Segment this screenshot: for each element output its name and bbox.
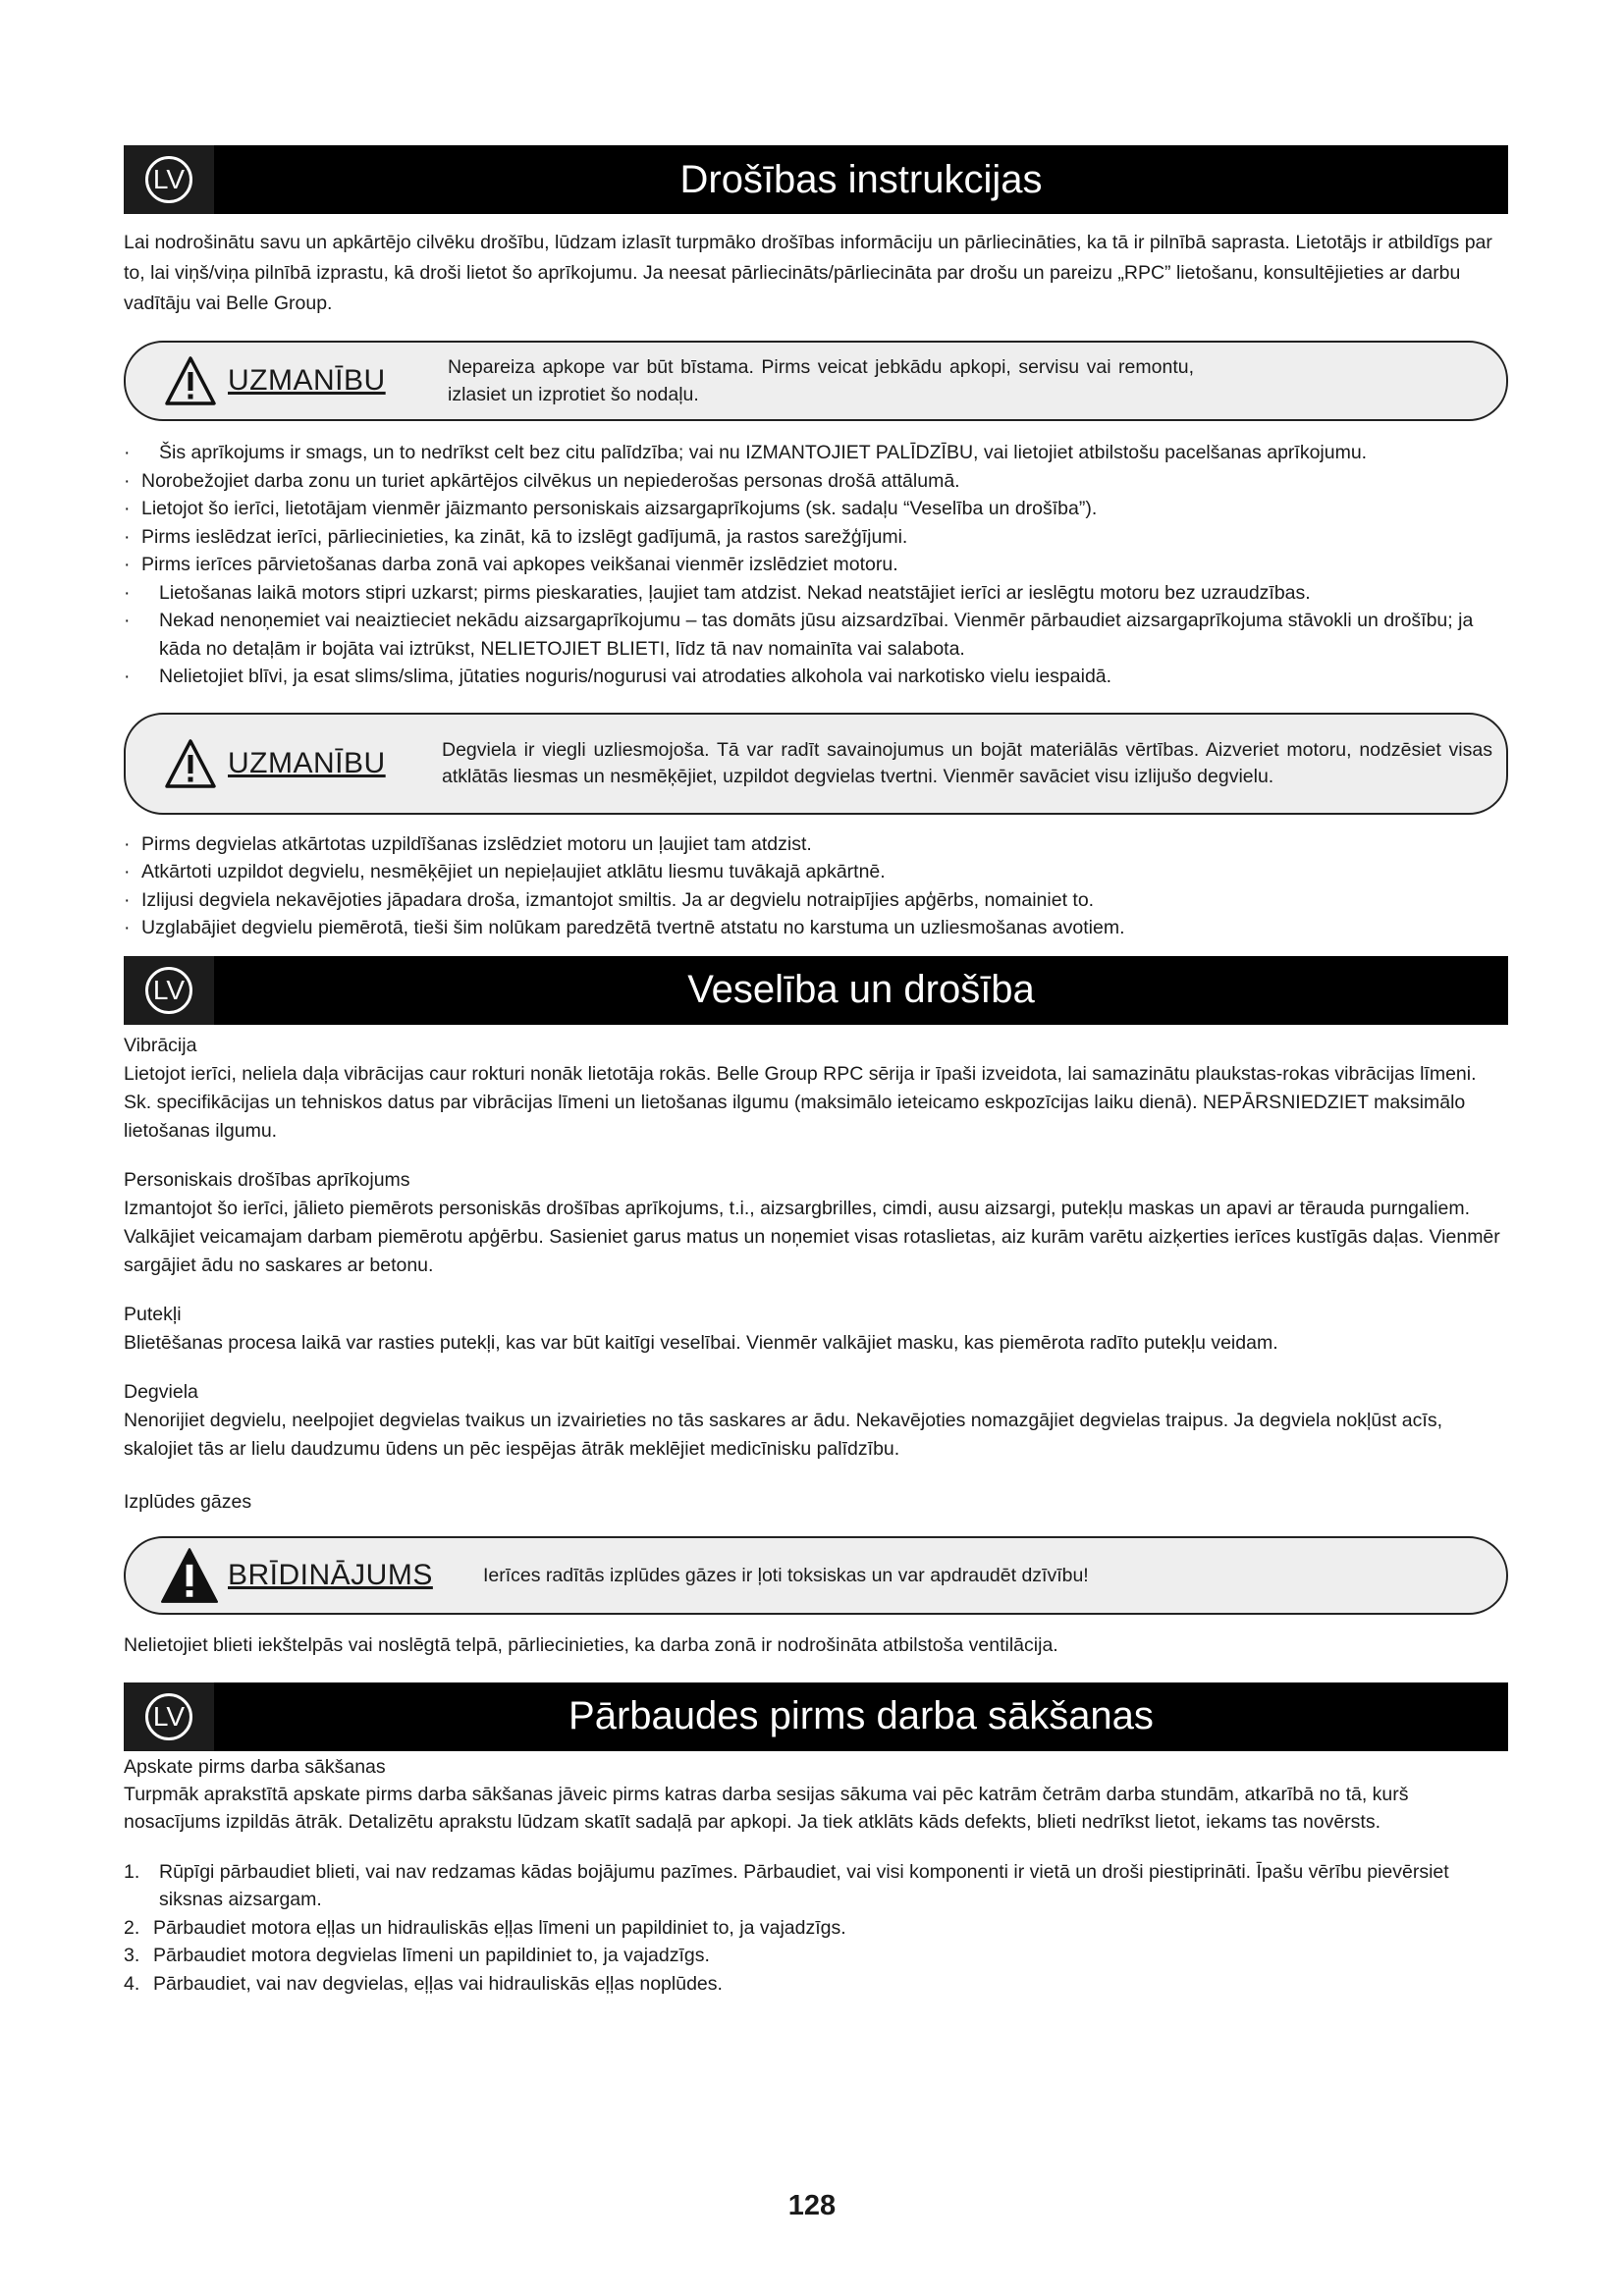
list-item-text: Nelietojiet blīvi, ja esat slims/slima, jūtaties noguris/nogurusi vai atrodaties alkohola vai narkotisko vielu iespaidā.: [159, 666, 1112, 687]
warning-triangle-icon: [165, 355, 216, 406]
list-item: [124, 1858, 1508, 1914]
subheading-ppe: Personiskais drošības aprīkojums: [124, 1168, 410, 1191]
safety-bullet-list: [124, 439, 1508, 691]
caution-box: [124, 341, 1508, 421]
subheading-prestart: Apskate pirms darba sākšanas: [124, 1755, 386, 1778]
bullet-dot: ·: [124, 917, 131, 938]
warning-filled-triangle-icon: [161, 1547, 218, 1604]
list-item-text: Lietojot šo ierīci, lietotājam vienmēr jāizmanto personiskais aizsargaprīkojums (sk. sadaļu “Veselība un drošība”).: [141, 498, 1098, 519]
caution-message: Nepareiza apkope var būt bīstama. Pirms veicat jebkādu apkopi, servisu vai remontu, izlasiet un izprotiet šo nodaļu.: [448, 356, 1194, 405]
warning-label: BRĪDINĀJUMS: [228, 1558, 433, 1591]
section-header-health: [124, 956, 1508, 1025]
list-item: [124, 551, 1508, 579]
list-item-text: Norobežojiet darba zonu un turiet apkārtējos cilvēkus un nepiederošas personas drošā attālumā.: [141, 469, 960, 492]
list-item-text: Pirms ierīces pārvietošanas darba zonā vai apkopes veikšanai vienmēr izslēdziet motoru.: [141, 554, 898, 575]
list-item-text: Pārbaudiet motora eļļas un hidrauliskās eļļas līmeni un papildiniet to, ja vajadzīgs.: [153, 1916, 846, 1939]
lv-badge: [124, 956, 214, 1025]
lv-badge-label: LV: [145, 1693, 192, 1740]
page-number: 128: [787, 2190, 837, 2221]
warning-box: [124, 1536, 1508, 1615]
list-item: [124, 523, 1508, 552]
section-header-safety: [124, 145, 1508, 214]
subheading-fuel: Degviela: [124, 1380, 198, 1403]
ppe-paragraph: Izmantojot šo ierīci, jālieto piemērots personiskās drošības aprīkojums, t.i., aizsargbrilles, cimdi, ausu aizsargi, putekļu maskas un apavi ar tērauda purngaliem. Valkājiet veicamajam darbam piemērotu apģērbu. Sasieniet garus matus un noņemiet visas rotaslietas, aiz kurām varētu aizķerties ierīces kustīgās daļas. Vienmēr sargājiet ādu no saskares ar betonu.: [124, 1197, 1500, 1276]
vibration-paragraph: Lietojot ierīci, neliela daļa vibrācijas caur rokturi nonāk lietotāja rokās. Belle Group RPC sērija ir īpaši izveidota, lai samazinātu plaukstas-rokas vibrācijas līmeni. Sk. specifikācijas un tehniskos datus par vibrācijas līmeni un lietošanas ilgumu (maksimālo ieteicamo eskpozīcijas laiku dienā). NEPĀRSNIEDZIET maksimālo lietošanas ilgumu.: [124, 1062, 1477, 1142]
list-item: [124, 439, 1508, 467]
list-item: [124, 467, 1508, 496]
caution-label: UZMANĪBU: [228, 746, 386, 779]
list-item-text: Izlijusi degviela nekavējoties jāpadara droša, izmantojot smiltis. Ja ar degvielu notraipījies apģērbs, nomainiet to.: [141, 888, 1095, 911]
list-item-text: Šis aprīkojums ir smags, un to nedrīkst celt bez citu palīdzība; vai nu IZMANTOJIET PALĪDZĪBU, vai lietojiet atbilstošu pacelšanas aprīkojumu.: [159, 442, 1368, 463]
bullet-dot: ·: [124, 861, 131, 882]
list-item: [124, 858, 1508, 886]
bullet-dot: ·: [124, 442, 131, 463]
step-number: 4.: [124, 1972, 140, 1995]
warning-triangle-icon: [165, 738, 216, 789]
list-item-text: Pirms ieslēdzat ierīci, pārliecinieties, ka zināt, kā to izslēgt gadījumā, ja rastos sarežģījumi.: [141, 525, 908, 548]
intro-paragraph: Lai nodrošinātu savu un apkārtējo cilvēku drošību, lūdzam izlasīt turpmāko drošības informāciju un pārliecināties, ka tā ir pilnībā saprasta. Lietotājs ir atbildīgs par to, lai viņš/viņa pilnībā izprastu, kā droši lietot šo aprīkojumu. Ja neesat pārliecināts/pārliecināta par drošu un pareizu „RPC” lietošanu, konsultējieties ar darbu vadītāju vai Belle Group.: [124, 232, 1492, 314]
list-item-text: Pirms degvielas atkārtotas uzpildīšanas izslēdziet motoru un ļaujiet tam atdzist.: [141, 832, 812, 855]
list-item-text: Rūpīgi pārbaudiet blieti, vai nav redzamas kādas bojājumu pazīmes. Pārbaudiet, vai visi komponenti ir vietā un droši piestiprināti. Īpašu vērību pievērsiet siksnas aizsargam.: [159, 1860, 1449, 1910]
caution-message: Degviela ir viegli uzliesmojoša. Tā var radīt savainojumus un bojāt materiālās vērtības. Aizveriet motoru, nodzēsiet visas atklātās liesmas un nesmēķējiet, uzpildot degvielas tvertni. Vienmēr savāciet visu izlijušo degvielu.: [442, 738, 1492, 787]
list-item: [124, 495, 1508, 523]
list-item: [124, 914, 1508, 942]
list-item-text: Pārbaudiet, vai nav degvielas, eļļas vai hidrauliskās eļļas noplūdes.: [153, 1972, 723, 1995]
list-item-text: Nekad nenoņemiet vai neaiztieciet nekādu aizsargaprīkojumu – tas domāts jūsu aizsardzībai. Vienmēr pārbaudiet aizsargaprīkojuma stāvokli un drošību; ja kāda no detaļām ir bojāta vai iztrūkst, NELIETOJIET BLIETI, līdz tā nav nomainīta vai salabota.: [159, 610, 1474, 660]
list-item: [124, 830, 1508, 859]
dust-paragraph: Blietēšanas procesa laikā var rasties putekļi, kas var būt kaitīgi veselībai. Vienmēr valkājiet masku, kas piemērota radīto putekļu veidam.: [124, 1331, 1278, 1354]
list-item: [124, 1970, 1508, 1999]
bullet-dot: ·: [124, 832, 131, 855]
list-item: [124, 663, 1508, 691]
list-item: [124, 1914, 1508, 1943]
lv-badge-label: LV: [145, 967, 192, 1014]
prestart-steps: [124, 1858, 1508, 1999]
subheading-vibration: Vibrācija: [124, 1034, 197, 1056]
bullet-dot: ·: [124, 610, 131, 631]
step-number: 1.: [124, 1860, 140, 1883]
fuel-paragraph: Nenorijiet degvielu, neelpojiet degvielas tvaikus un izvairieties no tās saskares ar ādu. Nekavējoties nomazgājiet degvielas traipus. Ja degviela nokļūst acīs, skalojiet tās ar lielu daudzumu ūdens un pēc iespējas ātrāk meklējiet medicīnisku palīdzību.: [124, 1409, 1442, 1460]
manual-page: [124, 145, 1508, 1998]
section-title: Pārbaudes pirms darba sākšanas: [568, 1694, 1154, 1737]
list-item-text: Atkārtoti uzpildot degvielu, nesmēķējiet un nepieļaujiet atklātu liesmu tuvākajā apkārtnē.: [141, 861, 886, 882]
list-item: [124, 607, 1508, 663]
bullet-dot: ·: [124, 469, 131, 492]
list-item: [124, 886, 1508, 915]
bullet-dot: ·: [124, 498, 131, 519]
section-title: Drošības instrukcijas: [679, 157, 1043, 201]
section-header-prestart: [124, 1682, 1508, 1751]
fuel-bullet-list: [124, 830, 1508, 942]
warning-message: Ierīces radītās izplūdes gāzes ir ļoti toksiskas un var apdraudēt dzīvību!: [483, 1564, 1089, 1586]
bullet-dot: ·: [124, 525, 131, 548]
list-item-text: Uzglabājiet degvielu piemērotā, tieši šim nolūkam paredzētā tvertnē atstatu no karstuma un uzliesmošanas avotiem.: [141, 917, 1125, 938]
bullet-dot: ·: [124, 554, 131, 575]
bullet-dot: ·: [124, 666, 131, 687]
caution-label: UZMANĪBU: [228, 364, 386, 397]
list-item: [124, 1942, 1508, 1970]
subheading-exhaust: Izplūdes gāzes: [124, 1490, 252, 1513]
lv-badge: [124, 145, 214, 214]
section-title: Veselība un drošība: [687, 968, 1035, 1011]
subheading-dust: Putekļi: [124, 1303, 182, 1325]
list-item-text: Pārbaudiet motora degvielas līmeni un papildiniet to, ja vajadzīgs.: [153, 1945, 710, 1966]
list-item-text: Lietošanas laikā motors stipri uzkarst; pirms pieskaraties, ļaujiet tam atdzist. Nekad neatstājiet ierīci ar ieslēgtu motoru bez uzraudzības.: [159, 581, 1311, 604]
list-item: [124, 579, 1508, 608]
step-number: 3.: [124, 1945, 140, 1966]
lv-badge-label: LV: [145, 156, 192, 203]
prestart-paragraph: Turpmāk aprakstītā apskate pirms darba sākšanas jāveic pirms katras darba sesijas sākuma vai pēc katrām četrām darba stundām, atkarībā no tā, kurš nosacījums izpildās ātrāk. Detalizētu aprakstu lūdzam skatīt sadaļā par apkopi. Ja tiek atklāts kāds defekts, blieti nedrīkst lietot, iekams tas novērsts.: [124, 1783, 1409, 1833]
bullet-dot: ·: [124, 581, 131, 604]
bullet-dot: ·: [124, 888, 131, 911]
caution-box-fuel: [124, 713, 1508, 815]
lv-badge: [124, 1682, 214, 1751]
step-number: 2.: [124, 1916, 140, 1939]
exhaust-paragraph: Nelietojiet blieti iekštelpās vai noslēgtā telpā, pārliecinieties, ka darba zonā ir nodrošināta atbilstoša ventilācija.: [124, 1633, 1058, 1656]
